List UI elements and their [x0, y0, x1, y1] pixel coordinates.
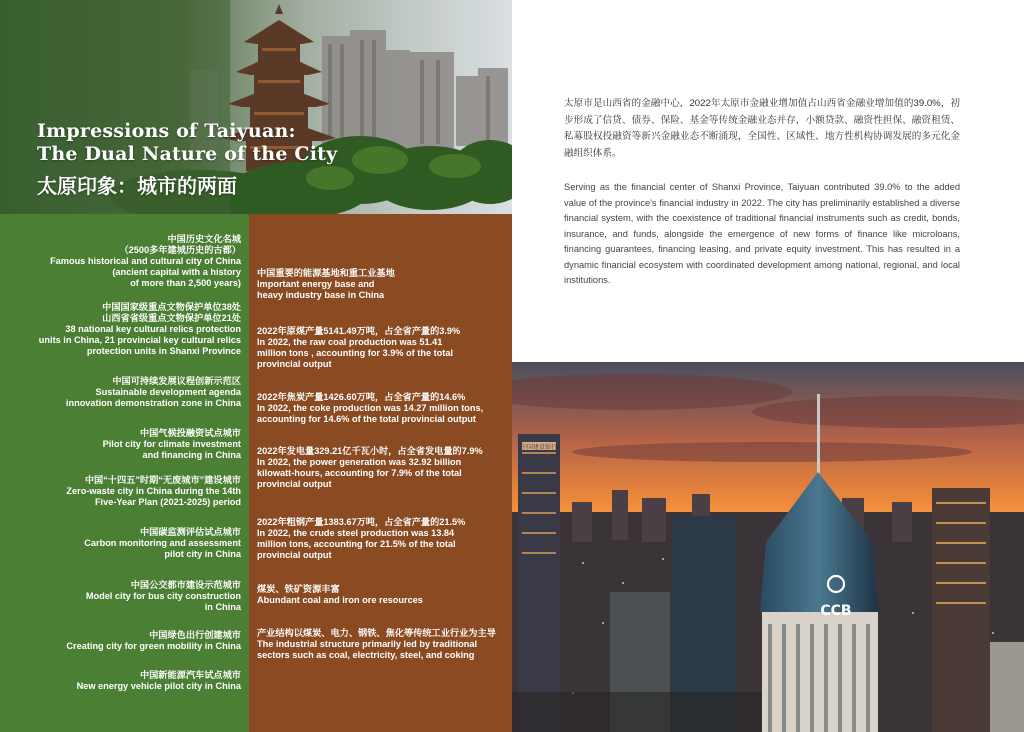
- item-en: Creating city for green mobility in China: [66, 641, 241, 651]
- item-en: (ancient capital with a history: [112, 267, 241, 277]
- item-zh: 2022年焦炭产量1426.60万吨，占全省产量的14.6%: [257, 392, 466, 402]
- item-zh: 2022年原煤产量5141.49万吨，占全省产量的3.9%: [257, 326, 461, 336]
- list-item: [1, 302, 241, 357]
- list-item: [257, 392, 507, 425]
- item-zh: 中国历史文化名城: [167, 234, 241, 244]
- item-en: In 2022, the crude steel production was 13.84: [257, 528, 455, 538]
- title-line-1: Impressions of Taiyuan:: [37, 120, 296, 142]
- list-item: [1, 580, 241, 613]
- item-en: Important energy base and: [257, 279, 375, 289]
- list-item: [1, 428, 241, 461]
- item-en: million tons, accounting for 21.5% of the total: [257, 539, 456, 549]
- item-zh: 中国国家级重点文物保护单位38处: [102, 302, 241, 312]
- item-zh: 中国新能源汽车试点城市: [139, 670, 241, 680]
- item-en: heavy industry base in China: [257, 290, 385, 300]
- item-en: New energy vehicle pilot city in China: [76, 681, 241, 691]
- item-en: in China: [204, 602, 241, 612]
- item-en: and financing in China: [142, 450, 241, 460]
- list-item: [257, 517, 507, 561]
- item-zh: 中国重要的能源基地和重工业基地: [257, 268, 395, 278]
- brown-column: [249, 214, 512, 732]
- list-item: [257, 326, 507, 370]
- list-item: [1, 670, 241, 692]
- item-en: In 2022, the coke production was 14.27 million tons,: [257, 403, 484, 413]
- ccb-tower-sunset-photo: [512, 362, 1024, 732]
- paragraph-english: Serving as the financial center of Shanxi Province, Taiyuan contributed 39.0% to the added value of the province's financial industry in 2022. The city has preliminarily established a diverse financial system, with the coexistence of traditional financial instruments such as credit, bonds, insurance, and funds, alongside the emergence of new forms of finance like microloans, financing guarantees, financing leasing, and private equity investment. This has resulted in a dynamic financial ecosystem with coordinated development among national, regional, and local institutions.: [564, 182, 960, 285]
- list-item: [1, 630, 241, 652]
- page-title-english: [37, 120, 337, 166]
- item-en: Famous historical and cultural city of China: [50, 256, 241, 266]
- item-en: Five-Year Plan (2021-2025) period: [94, 497, 241, 507]
- item-zh: 2022年发电量329.21亿千瓦小时，占全省发电量的7.9%: [257, 446, 483, 456]
- list-item: [1, 527, 241, 560]
- finance-description: [564, 96, 960, 289]
- item-en: In 2022, the raw coal production was 51.41: [257, 337, 443, 347]
- list-item: [1, 475, 241, 508]
- item-en: innovation demonstration zone in China: [65, 398, 241, 408]
- list-item: [1, 234, 241, 289]
- green-column: [0, 214, 249, 732]
- item-en: provincial output: [257, 550, 332, 560]
- item-zh: 2022年粗钢产量1383.67万吨，占全省产量的21.5%: [257, 517, 466, 527]
- item-zh: 中国碳监测评估试点城市: [139, 527, 241, 537]
- item-en: units in China, 21 provincial key cultural relics: [38, 335, 241, 345]
- item-en: Sustainable development agenda: [95, 387, 241, 397]
- item-en: sectors such as coal, electricity, steel, and coking: [257, 650, 475, 660]
- item-en: protection units in Shanxi Province: [86, 346, 241, 356]
- item-en: Model city for bus city construction: [85, 591, 241, 601]
- item-en: Zero-waste city in China during the 14th: [66, 486, 241, 496]
- item-en: The industrial structure primarily led by traditional: [257, 639, 478, 649]
- item-en: accounting for 14.6% of the total provincial output: [257, 414, 476, 424]
- item-en: pilot city in China: [164, 549, 241, 559]
- paragraph-chinese: 太原市是山西省的金融中心，2022年太原市金融业增加值占山西省金融业增加值的39.0%，初步形成了信贷、债券、保险、基金等传统金融业态并存，小额贷款、融资性担保、融资租赁、私募股权投融资等新兴金融业态不断涌现，全国性、区域性、地方性机构协调发展的多元化金融组织体系。: [564, 98, 960, 159]
- item-zh: 山西省省级重点文物保护单位21处: [102, 313, 241, 323]
- list-item: [257, 584, 507, 606]
- page-title-chinese: 太原印象：城市的两面: [37, 174, 237, 198]
- item-zh: 中国“十四五”时期“无废城市”建设城市: [84, 475, 241, 485]
- list-item: [257, 268, 507, 301]
- item-en: kilowatt-hours, accounting for 7.9% of the total: [257, 468, 462, 478]
- item-en: provincial output: [257, 359, 332, 369]
- item-en: Carbon monitoring and assessment: [84, 538, 241, 548]
- item-en: In 2022, the power generation was 32.92 billion: [257, 457, 462, 467]
- list-item: [1, 376, 241, 409]
- item-zh: 中国可持续发展议程创新示范区: [112, 376, 241, 386]
- item-en: million tons , accounting for 3.9% of the total: [257, 348, 454, 358]
- list-item: [257, 446, 507, 490]
- hero-banner: [0, 0, 512, 214]
- item-zh: 煤炭、铁矿资源丰富: [257, 584, 340, 594]
- item-en: provincial output: [257, 479, 332, 489]
- item-en: of more than 2,500 years): [130, 278, 241, 288]
- tower-sign: 中国建设银行: [520, 444, 558, 451]
- tower-logo: CCB: [820, 603, 852, 619]
- item-zh: 产业结构以煤炭、电力、钢铁、焦化等传统工业行业为主导: [257, 628, 496, 638]
- item-en: 38 national key cultural relics protection: [65, 324, 241, 334]
- item-zh: 中国绿色出行创建城市: [149, 630, 241, 640]
- title-line-2: The Dual Nature of the City: [37, 143, 338, 165]
- item-zh: 中国公交都市建设示范城市: [130, 580, 241, 590]
- list-item: [257, 628, 507, 661]
- item-zh: 中国气候投融资试点城市: [139, 428, 241, 438]
- city-photo: [512, 362, 1024, 732]
- item-zh: （2500多年建城历史的古都）: [119, 245, 241, 255]
- item-en: Abundant coal and iron ore resources: [257, 595, 423, 605]
- item-en: Pilot city for climate investment: [102, 439, 241, 449]
